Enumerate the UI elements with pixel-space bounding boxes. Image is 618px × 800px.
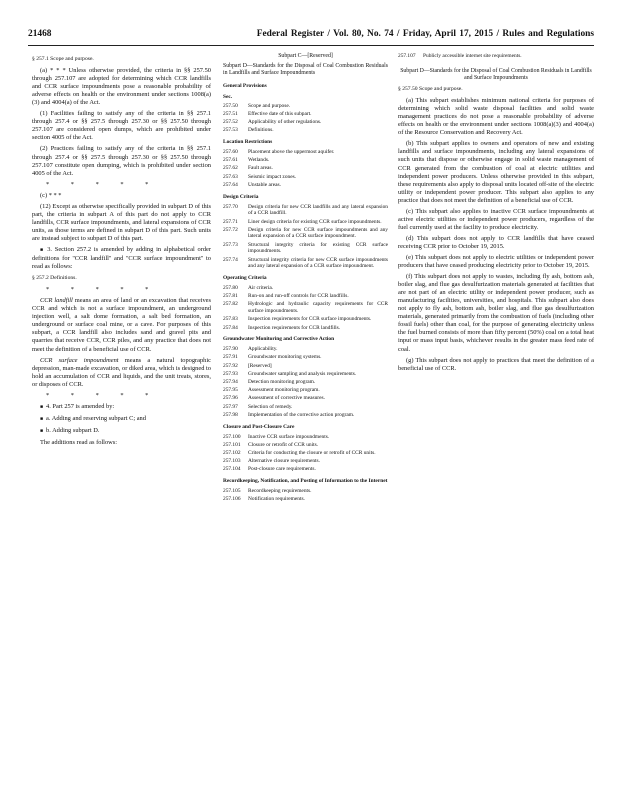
toc-section-title: Alternative closure requirements. <box>248 458 320 465</box>
toc-section-number: 257.94 <box>223 379 238 386</box>
toc-section-title: Air criteria. <box>248 285 274 291</box>
toc-section-number: 257.97 <box>223 403 238 410</box>
toc-entry <box>223 127 388 134</box>
section-heading: § 257.1 Scope and purpose. <box>32 56 94 62</box>
toc-section-number: 257.74 <box>223 256 238 263</box>
toc-entry <box>223 442 388 449</box>
paragraph: (c) This subpart also applies to inactive CCR surface impoundments at active electric utilities or independent power producers, regardless of the fuel currently used at the facility to produce electricity. <box>398 207 594 231</box>
toc-section-number: 257.103 <box>223 458 241 465</box>
toc-entry <box>223 458 388 465</box>
toc-section-number: 257.60 <box>223 149 238 156</box>
toc-entry <box>223 257 388 270</box>
toc-section-title: Notification requirements. <box>248 496 305 503</box>
toc-section-title: Detection monitoring program. <box>248 379 316 386</box>
toc-section-number: 257.80 <box>223 285 238 291</box>
paragraph: (2) Practices failing to satisfy any of the criteria in §§ 257.1 through 257.4 or §§ 257.5 through 257.30 or §§ 257.50 through 257.107 constitute open dumping, which is prohibited under section 4005 of the Act. <box>32 145 211 177</box>
subpart-d-title: Subpart D—Standards for the Disposal of Coal Combustion Residuals in Landfills and Surface Impoundments <box>223 63 388 77</box>
definition-paragraph: CCR surface impoundment means a natural topographic depression, man-made excavation, or diked area, which is designed to hold an accumulation of CCR and liquids, and the unit treats, stores, or disposes of CCR. <box>32 356 211 388</box>
table-of-contents <box>223 82 388 504</box>
toc-section-title: Seismic impact zones. <box>248 173 297 180</box>
subpart-d-title: Subpart D—Standards for the Disposal of Coal Combustion Residuals in Landfills and Surface Impoundments <box>400 67 592 81</box>
toc-section-number: 257.93 <box>223 370 238 377</box>
amendment-instruction: ■ a. Adding and reserving subpart C; and <box>40 414 146 422</box>
toc-group-heading: Closure and Post-Closure Care <box>223 423 295 430</box>
toc-section-number: 257.107 <box>398 53 416 59</box>
amendment-instruction: ■ b. Adding subpart D. <box>40 426 100 434</box>
toc-section-title: Placement above the uppermost aquifer. <box>248 149 335 156</box>
column-1 <box>32 53 211 450</box>
toc-section-title: Effective date of this subpart. <box>248 110 312 117</box>
toc-section-number: 257.102 <box>223 450 241 457</box>
toc-section-title: Run-on and run-off controls for CCR landfills. <box>248 293 349 300</box>
toc-section-title: Structural integrity criteria for existing CCR surface impoundments. <box>248 241 388 255</box>
paragraph: (1) Facilities failing to satisfy any of the criteria in §§ 257.1 through 257.4 or §§ 257.5 through 257.30 or §§ 257.50 through 257.107 are considered open dumps, which are prohibited under section 4005 of the Act. <box>32 110 211 142</box>
toc-section-title: Assessment monitoring program. <box>248 387 320 394</box>
toc-section-title: Fault areas. <box>248 165 273 172</box>
paragraph: (a) This subpart establishes minimum national criteria for purposes of determining which solid waste disposal facilities and solid waste management practices do not pose a reasonable probability of adverse effects on health or the environment under sections 1008(a)(3) and 4004(a) of the Resource Conservation and Recovery Act. <box>398 97 594 137</box>
toc-entry <box>223 149 388 156</box>
toc-list <box>223 149 388 189</box>
paragraph: (c) * * * <box>40 191 62 199</box>
toc-section-title: Closure or retrofit of CCR units. <box>248 441 319 448</box>
toc-entry <box>223 165 388 172</box>
subpart-c-heading: Subpart C—[Reserved] <box>278 53 333 59</box>
toc-entry <box>223 395 388 402</box>
toc-entry <box>223 387 388 394</box>
toc-section-title: Design criteria for new CCR landfills and any lateral expansion of a CCR landfill. <box>248 203 388 217</box>
defined-term: CCR surface impoundment <box>40 356 119 364</box>
toc-section-number: 257.73 <box>223 241 238 248</box>
toc-section-number: 257.105 <box>223 488 241 495</box>
toc-group-heading: Recordkeeping, Notification, and Posting of Information to the Internet <box>223 478 388 485</box>
toc-entry <box>223 346 388 353</box>
toc-section-number: 257.106 <box>223 496 241 503</box>
toc-section-title: Design criteria for new CCR surface impoundments and any lateral expansion of a CCR surface impoundment. <box>248 226 388 240</box>
toc-entry <box>223 157 388 164</box>
paragraph: (e) This subpart does not apply to electric utilities or independent power producers that have ceased producing electricity prior to October 19, 2015. <box>398 254 594 270</box>
toc-section-number: 257.92 <box>223 362 238 369</box>
toc-section-number: 257.61 <box>223 157 238 164</box>
toc-list <box>223 103 388 134</box>
toc-continuation <box>398 53 594 60</box>
toc-group-heading: General Provisions <box>223 82 267 89</box>
toc-section-number: 257.90 <box>223 346 238 353</box>
toc-section-number: 257.81 <box>223 293 238 300</box>
toc-section-title: Structural integrity criteria for new CCR surface impoundments and any lateral expansion of a CCR surface impoundment. <box>248 256 388 270</box>
toc-list <box>223 285 388 331</box>
ellipsis-stars: * * * * * <box>46 286 159 294</box>
square-bullet-icon: ■ <box>40 416 44 422</box>
toc-entry <box>223 371 388 378</box>
toc-section-title: [Reserved] <box>248 362 272 369</box>
square-bullet-icon: ■ <box>40 247 45 253</box>
page-header <box>28 29 594 43</box>
toc-entry <box>223 219 388 226</box>
toc-entry <box>223 227 388 240</box>
toc-section-title: Groundwater monitoring systems. <box>248 354 322 361</box>
toc-section-number: 257.52 <box>223 119 238 126</box>
toc-section-title: Criteria for conducting the closure or retrofit of CCR units. <box>248 450 376 457</box>
column-3 <box>398 53 594 376</box>
toc-entry <box>398 53 594 60</box>
toc-list <box>223 434 388 474</box>
section-heading: § 257.50 Scope and purpose. <box>398 86 463 93</box>
toc-entry <box>223 316 388 323</box>
toc-entry <box>223 293 388 300</box>
toc-section-number: 257.98 <box>223 411 238 418</box>
toc-entry <box>223 412 388 419</box>
toc-section-number: 257.64 <box>223 181 238 188</box>
toc-section-number: 257.96 <box>223 395 238 402</box>
paragraph: The additions read as follows: <box>40 438 118 446</box>
toc-section-title: Scope and purpose. <box>248 102 291 109</box>
toc-entry <box>223 466 388 473</box>
paragraph: (f) This subpart does not apply to wastes, including fly ash, bottom ash, boiler slag, and flue gas desulfurization materials generated at facilities that are not part of an electric utility or independent power producer, such as manufacturing facilities, universities, and hospitals. This subpart also does not apply to fly ash, bottom ash, boiler slag, and flue gas desulfurization materials, generated primarily from the combustion of fuels (including other fossil fuels) other than coal, for the purpose of generating electricity unless the fuel burned consists of more than fifty percent (50%) coal on a total heat input or mass input basis, whichever results in the greater mass feed rate of coal. <box>398 273 594 353</box>
paragraph: (d) This subpart does not apply to CCR landfills that have ceased receiving CCR prior to October 19, 2015. <box>398 234 594 250</box>
toc-section-number: 257.95 <box>223 387 238 394</box>
defined-term: CCR landfill <box>40 297 73 305</box>
section-heading: § 257.2 Definitions. <box>32 275 77 282</box>
toc-section-title: Hydrologic and hydraulic capacity requirements for CCR surface impoundments. <box>248 301 388 315</box>
toc-section-number: 257.83 <box>223 316 238 323</box>
toc-section-number: 257.82 <box>223 301 238 308</box>
toc-section-number: 257.104 <box>223 466 241 473</box>
toc-list <box>223 488 388 503</box>
toc-entry <box>223 301 388 314</box>
toc-section-title: Liner design criteria for existing CCR surface impoundments. <box>248 218 382 225</box>
ellipsis-stars: * * * * * <box>46 180 159 188</box>
toc-entry <box>223 111 388 118</box>
paragraph: (12) Except as otherwise specifically provided in subpart D of this part, the criteria in subpart A of this part do not apply to CCR landfills, CCR surface impoundments, and lateral expansions of CCR units, as those terms are defined in subpart D of this part. Such units are instead subject to subpart D of this part. <box>32 202 211 242</box>
toc-section-number: 257.50 <box>223 102 238 109</box>
toc-section-title: Applicability. <box>248 346 278 353</box>
toc-group-heading: Operating Criteria <box>223 274 267 281</box>
square-bullet-icon: ■ <box>40 404 44 410</box>
toc-section-number: 257.72 <box>223 226 238 233</box>
toc-section-title: Inactive CCR surface impoundments. <box>248 433 330 440</box>
toc-section-title: Recordkeeping requirements. <box>248 488 312 495</box>
toc-section-title: Groundwater sampling and analysis requirements. <box>248 370 357 377</box>
toc-entry <box>223 204 388 217</box>
paragraph: (b) This subpart applies to owners and operators of new and existing landfills and surface impoundments, including any lateral expansions of such units that dispose or otherwise engage in solid waste management of CCR generated from the combustion of coal at electric utilities and independent power producers. Unless otherwise provided in this subpart, these requirements also apply to disposal units located off-site of the electric utility or independent power producer. This subpart also applies to any practice that does not meet the definition of a beneficial use of CCR. <box>398 140 594 204</box>
toc-section-number: 257.62 <box>223 165 238 172</box>
toc-section-title: Wetlands. <box>248 157 270 164</box>
toc-section-number: 257.63 <box>223 173 238 180</box>
toc-section-title: Assessment of corrective measures. <box>248 395 325 402</box>
toc-section-title: Selection of remedy. <box>248 403 293 410</box>
toc-entry <box>223 496 388 503</box>
toc-list <box>223 346 388 418</box>
toc-section-title: Inspection requirements for CCR surface impoundments. <box>248 316 372 323</box>
toc-section-number: 257.84 <box>223 324 238 331</box>
toc-entry <box>223 119 388 126</box>
toc-entry <box>223 182 388 189</box>
toc-entry <box>223 242 388 255</box>
toc-entry <box>223 363 388 370</box>
toc-section-number: 257.70 <box>223 203 238 210</box>
toc-entry <box>223 174 388 181</box>
toc-section-title: Implementation of the corrective action program. <box>248 411 355 418</box>
toc-section-title: Definitions. <box>248 127 274 134</box>
header-rule <box>28 45 594 46</box>
toc-entry <box>223 325 388 332</box>
toc-entry <box>223 450 388 457</box>
toc-section-title: Post-closure care requirements. <box>248 466 316 473</box>
toc-section-title: Applicability of other regulations. <box>248 119 322 126</box>
paragraph: (g) This subpart does not apply to practices that meet the definition of a beneficial use of CCR. <box>398 356 594 372</box>
ellipsis-stars: * * * * * <box>46 391 159 399</box>
toc-entry <box>223 285 388 292</box>
toc-entry <box>223 404 388 411</box>
toc-entry <box>223 434 388 441</box>
square-bullet-icon: ■ <box>40 428 44 434</box>
toc-entry <box>223 488 388 495</box>
toc-section-title: Inspection requirements for CCR landfills. <box>248 324 341 331</box>
running-title: Federal Register / Vol. 80, No. 74 / Friday, April 17, 2015 / Rules and Regulations <box>256 29 594 39</box>
page-number: 21468 <box>28 29 52 39</box>
paragraph: (a) * * * Unless otherwise provided, the criteria in §§ 257.50 through 257.107 are adopted for determining which CCR landfills and CCR surface impoundments pose a reasonable probability of adverse effects on health or the environment under sections 1008(a)(3) and 4004(a) of the Act. <box>32 67 211 107</box>
definition-paragraph: CCR landfill means an area of land or an excavation that receives CCR and which is not a surface impoundment, an underground injection well, a salt dome formation, a salt bed formation, an underground or surface coal mine, or a cave. For purposes of this subpart, a CCR landfill also includes sand and gravel pits and quarries that receive CCR, CCR piles, and any practice that does not meet the definition of a beneficial use of CCR. <box>32 297 211 353</box>
amendment-instruction: ■ 4. Part 257 is amended by: <box>40 402 115 410</box>
column-2 <box>223 53 388 505</box>
toc-section-number: 257.100 <box>223 433 241 440</box>
toc-section-title: Unstable areas. <box>248 181 281 188</box>
toc-section-number: 257.101 <box>223 441 241 448</box>
toc-entry <box>223 379 388 386</box>
toc-sec-label: Sec. <box>223 93 233 100</box>
toc-section-number: 257.51 <box>223 110 238 117</box>
toc-entry <box>223 103 388 110</box>
toc-group-heading: Location Restrictions <box>223 139 273 146</box>
toc-section-title: Publicly accessible internet site requirements. <box>423 53 522 59</box>
amendment-instruction: ■ 3. Section 257.2 is amended by adding in alphabetical order definitions for ''CCR landfill'' and ''CCR surface impoundment'' to read as follows: <box>32 245 211 271</box>
toc-section-number: 257.71 <box>223 218 238 225</box>
toc-group-heading: Design Criteria <box>223 193 259 200</box>
toc-group-heading: Groundwater Monitoring and Corrective Action <box>223 336 335 343</box>
toc-entry <box>223 354 388 361</box>
toc-section-number: 257.53 <box>223 127 238 134</box>
toc-list <box>223 204 388 270</box>
toc-section-number: 257.91 <box>223 354 238 361</box>
